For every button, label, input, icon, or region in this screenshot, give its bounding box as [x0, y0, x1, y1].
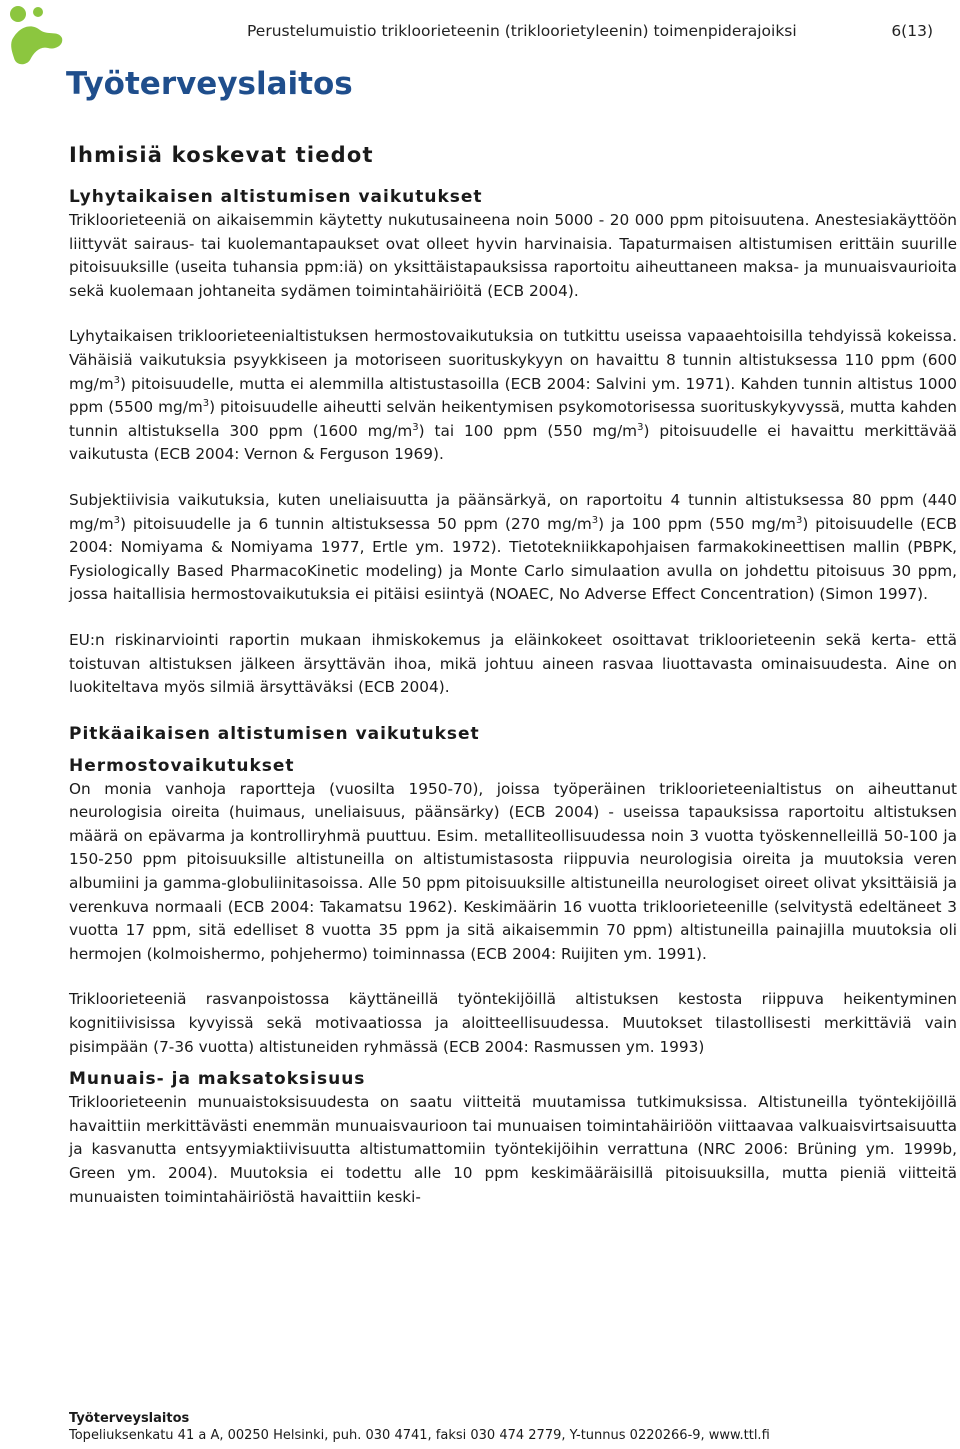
footer-address: Topeliuksenkatu 41 a A, 00250 Helsinki, puh. 030 4741, faksi 030 474 2779, Y-tunnus 0220266-9, www.ttl.fi — [69, 1428, 770, 1443]
document-title: Perustelumuistio trikloorieteenin (trikloorietyleenin) toimenpiderajoiksi — [247, 22, 797, 40]
paragraph: Lyhytaikaisen trikloorieteenialtistuksen hermostovaikutuksia on tutkittu useissa vapaaehtoisilla tehdyissä kokeissa. Vähäisiä vaikutuksia psyykkiseen ja motoriseen suorituskykyyn on havaittu 8 tunnin altistuksessa 110 ppm (600 $mg/m^3$) pitoisuudelle, mutta ei alemmilla altistustasoilla (ECB 2004: Salvini ym. 1971). Kahden tunnin altistus 1000 ppm (5500 $mg/m^3$) pitoisuudelle aiheutti selvän heikentymisen psykomotorisessa suorituskykyvyssä, mutta kahden tunnin altistuksella 300 ppm (1600 $mg/m^3$) tai 100 ppm (550 $mg/m^3$) pitoisuudelle ei havaittu merkittävää vaikutusta (ECB 2004: Vernon & Ferguson 1969). — [69, 327, 957, 464]
paragraph: On monia vanhoja raportteja (vuosilta 1950-70), joissa työperäinen trikloorieteenialtistus on aiheuttanut neurologisia oireita (huimaus, uneliaisuus, päänsärky) (ECB 2004) - useissa tapauksissa raportoitu altistuksen määrä on epävarma ja kontrolliryhmä puuttuu. Esim. metalliteollisuudessa noin 3 vuotta työskennelleillä 50-100 ja 150-250 ppm pitoisuuksille altistuneilla on altistumistasosta riippuvia neurologisia oireita ja muutoksia veren albumiini ja gamma-globuliinitasoissa. Alle 50 ppm pitoisuuksille altistuneilla neurologiset oireet olivat yksittäisiä ja verenkuva normaali (ECB 2004: Takamatsu 1962). Keskimäärin 16 vuotta trikloorieteenille (selvitystä edeltäneet 3 vuotta 17 ppm, sitä edelliset 8 vuotta 35 ppm ja sitä aikaisemmin 70 ppm) altistuneilla painajilla muutoksia oli hermojen (kolmoishermo, pohjehermo) toiminnassa (ECB 2004: Ruijiten ym. 1991). — [69, 779, 957, 963]
subsection-heading-nervous: Hermostovaikutukset — [69, 755, 295, 776]
paragraph: Trikloorieteeniä rasvanpoistossa käyttäneillä työntekijöillä altistuksen kestosta riippuva heikentyminen kognitiivisissa kyvyissä sekä motivaatiossa ja aloitteellisuudessa. Muutokset tilastollisesti merkittäviä vain pisimpään (7-36 vuotta) altistuneiden ryhmässä (ECB 2004: Rasmussen ym. 1993) — [69, 990, 957, 1056]
main-heading: Ihmisiä koskevat tiedot — [69, 143, 374, 167]
paragraph: Trikloorieteeniä on aikaisemmin käytetty nukutusaineena noin 5000 - 20 000 ppm pitoisuutena. Anestesiakäyttöön liittyvät sairaus- tai kuolemantapaukset ovat olleet hyvin harvinaisia. Tapaturmaisen altistumisen erittäin suurille pitoisuuksille (useita tuhansia ppm:iä) on yksittäistapauksissa raportoitu aiheuttaneen maksa- ja munuaisvaurioita sekä kuolemaan johtaneita sydämen toimintahäiriöitä (ECB 2004). — [69, 211, 957, 300]
paragraph: EU:n riskinarviointi raportin mukaan ihmiskokemus ja eläinkokeet osoittavat trikloorieteenin sekä kerta- että toistuvan altistuksen jälkeen ärsyttävän ihoa, mikä johtuu aineen rasvaa liuottavasta ominaisuudesta. Aine on luokiteltava myös silmiä ärsyttäväksi (ECB 2004). — [69, 630, 957, 697]
page-number: 6(13) — [891, 22, 933, 40]
logo-mark-icon — [0, 0, 70, 75]
paragraph: Trikloorieteenin munuaistoksisuudesta on saatu viitteitä muutamissa tutkimuksissa. Altistuneilla työntekijöillä havaittiin merkittävästi enemmän munuaisvaurioon tai munuaisen toimintahäiriöön viittaavaa valkuaisvirtsaisuutta ja kasvanutta entsyymiaktiivisuutta altistumattomiin työntekijöihin verrattuna (NRC 2006: Brüning ym. 1999b, Green ym. 2004). Muutoksia ei todettu alle 10 ppm keskimääräisillä pitoisuuksilla, mutta pieniä viitteitä munuaisten toimintahäiriöstä havaittiin keski- — [69, 1093, 957, 1206]
section-heading-long-term: Pitkäaikaisen altistumisen vaikutukset — [69, 723, 480, 744]
subsection-heading-kidney-liver: Munuais- ja maksatoksisuus — [69, 1069, 366, 1090]
ttl-logo — [0, 0, 353, 110]
footer — [69, 1410, 770, 1444]
paragraph: Subjektiivisia vaikutuksia, kuten uneliaisuutta ja päänsärkyä, on raportoitu 4 tunnin altistuksessa 80 ppm (440 $mg/m^3$) pitoisuudelle ja 6 tunnin altistuksessa 50 ppm (270 $mg/m^3$) ja 100 ppm (550 $mg/m^3$) pitoisuudelle (ECB 2004: Nomiyama & Nomiyama 1977, Ertle ym. 1972). Tietotekniikkapohjaisen farmakokineettisen mallin (PBPK, Fysiologically Based PharmacoKinetic modeling) ja Monte Carlo simulaation avulla on johdettu pitoisuus 30 ppm, jossa haitallisia hermostovaikutuksia ei pitäisi esiintyä (NOAEC, No Adverse Effect Concentration) (Simon 1997). — [69, 490, 957, 604]
section-heading-short-term: Lyhytaikaisen altistumisen vaikutukset — [69, 187, 483, 207]
footer-org: Työterveyslaitos — [69, 1411, 190, 1426]
logo-wordmark: Työterveyslaitos — [66, 66, 353, 102]
document-body — [69, 143, 957, 1209]
